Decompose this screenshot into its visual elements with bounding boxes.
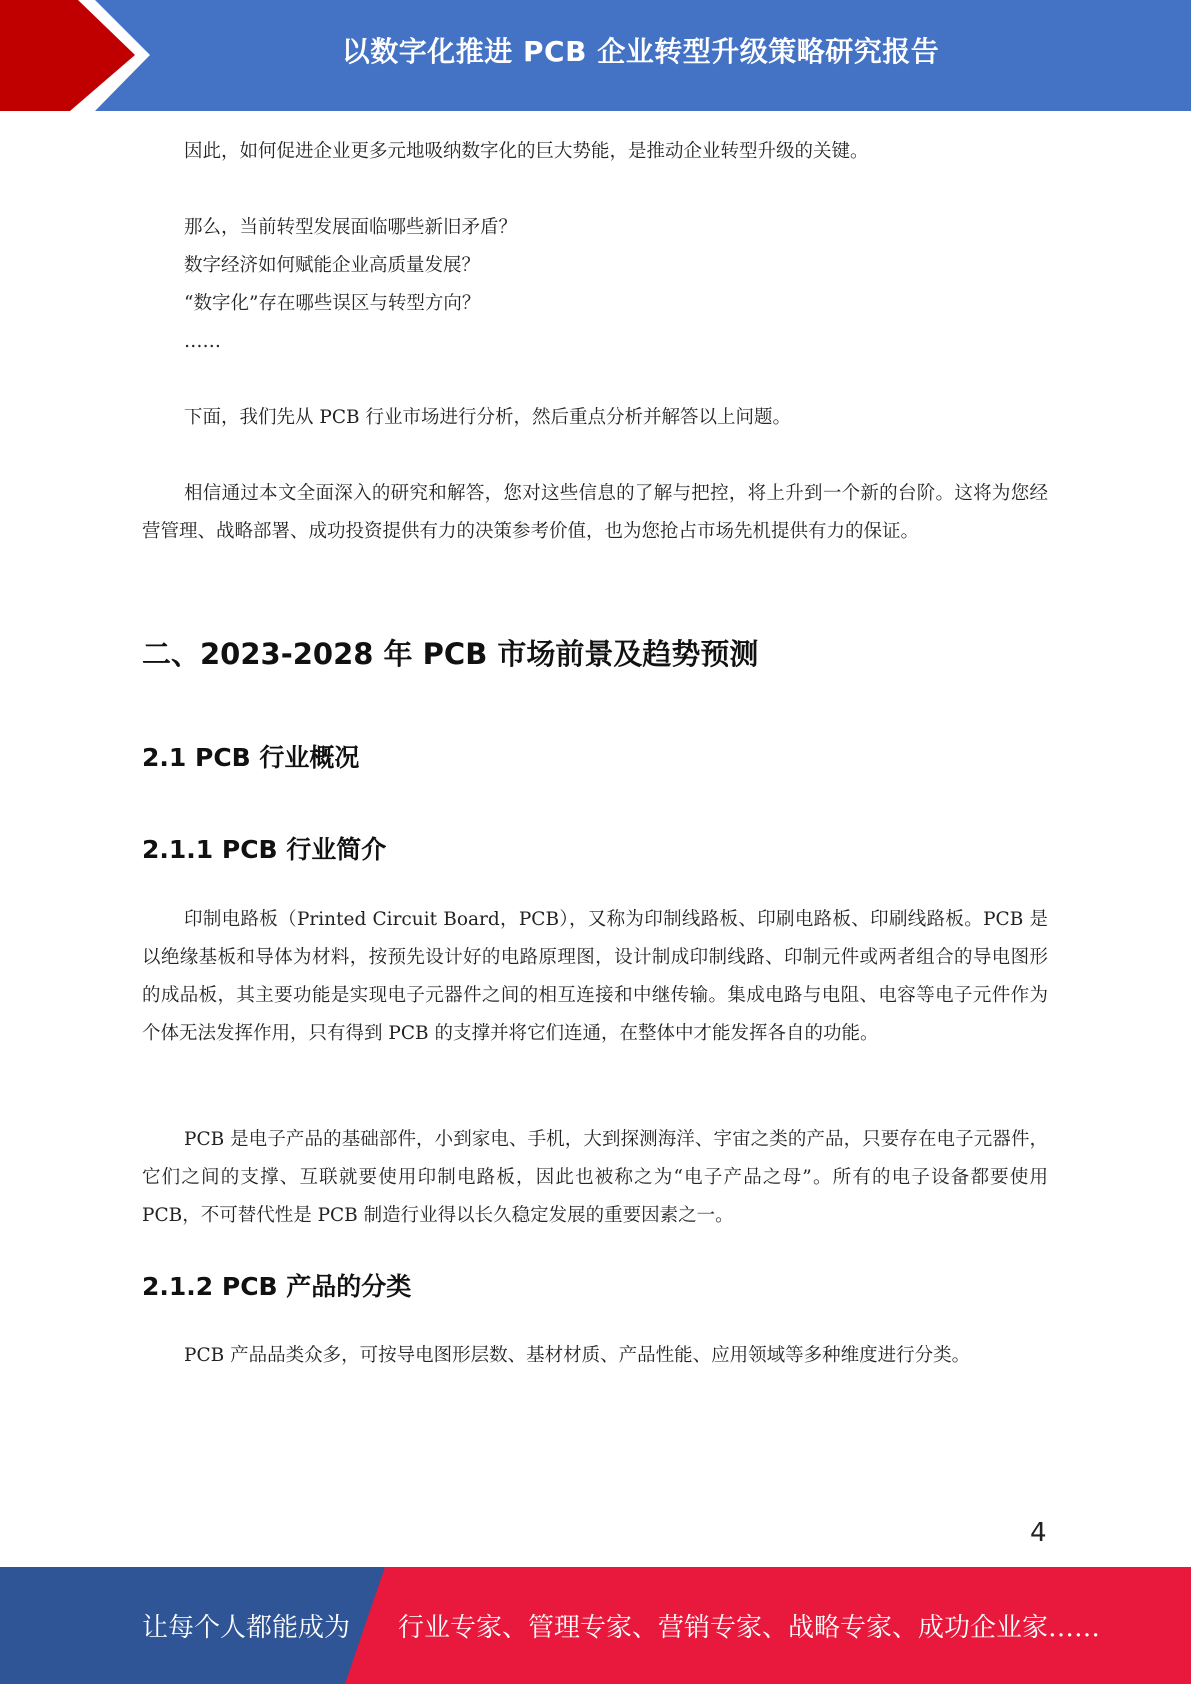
paragraph-pcb-importance: PCB 是电子产品的基础部件，小到家电、手机，大到探测海洋、宇宙之类的产品，只要存在电子元器件，它们之间的支撑、互联就要使用印制电路板，因此也被称之为“电子产品之母”。所有的电子设备都要使用 PCB，不可替代性是 PCB 制造行业得以长久稳定发展的重要因素之一。	[142, 1129, 1048, 1226]
paragraph-key-point: 因此，如何促进企业更多元地吸纳数字化的巨大势能，是推动企业转型升级的关键。	[184, 141, 869, 162]
page-header	[0, 0, 1191, 111]
question-item: 数字经济如何赋能企业高质量发展？	[184, 255, 481, 276]
paragraph-value: 相信通过本文全面深入的研究和解答，您对这些信息的了解与把控，将上升到一个新的台阶。这将为您经营管理、战略部署、成功投资提供有力的决策参考价值，也为您抢占市场先机提供有力的保证。	[142, 483, 1048, 542]
question-item: 那么，当前转型发展面临哪些新旧矛盾？	[184, 217, 518, 238]
subsection-heading: 2.1 PCB 行业概况	[142, 743, 360, 772]
page-footer	[0, 1567, 1191, 1684]
paragraph-intro-analysis: 下面，我们先从 PCB 行业市场进行分析，然后重点分析并解答以上问题。	[184, 407, 791, 428]
question-ellipsis: ……	[184, 331, 221, 352]
page-number: 4	[1030, 1518, 1047, 1548]
section-heading: 二、2023-2028 年 PCB 市场前景及趋势预测	[142, 637, 759, 671]
report-title: 以数字化推进 PCB 企业转型升级策略研究报告	[341, 35, 940, 68]
footer-slogan-right: 行业专家、管理专家、营销专家、战略专家、成功企业家……	[398, 1613, 1101, 1643]
subsection-heading: 2.1.1 PCB 行业简介	[142, 835, 387, 864]
paragraph-classification: PCB 产品品类众多，可按导电图形层数、基材材质、产品性能、应用领域等多种维度进行分类。	[184, 1345, 971, 1366]
paragraph-pcb-definition: 印制电路板（Printed Circuit Board，PCB），又称为印制线路板、印刷电路板、印刷线路板。PCB 是以绝缘基板和导体为材料，按预先设计好的电路原理图，设计制成印制线路、印制元件或两者组合的导电图形的成品板，其主要功能是实现电子元器件之间的相互连接和中继传输。集成电路与电阻、电容等电子元件作为个体无法发挥作用，只有得到 PCB 的支撑并将它们连通，在整体中才能发挥各自的功能。	[142, 909, 1048, 1044]
question-item: “数字化”存在哪些误区与转型方向？	[184, 293, 481, 314]
subsection-heading: 2.1.2 PCB 产品的分类	[142, 1272, 412, 1301]
footer-slogan-left: 让每个人都能成为	[142, 1613, 351, 1643]
